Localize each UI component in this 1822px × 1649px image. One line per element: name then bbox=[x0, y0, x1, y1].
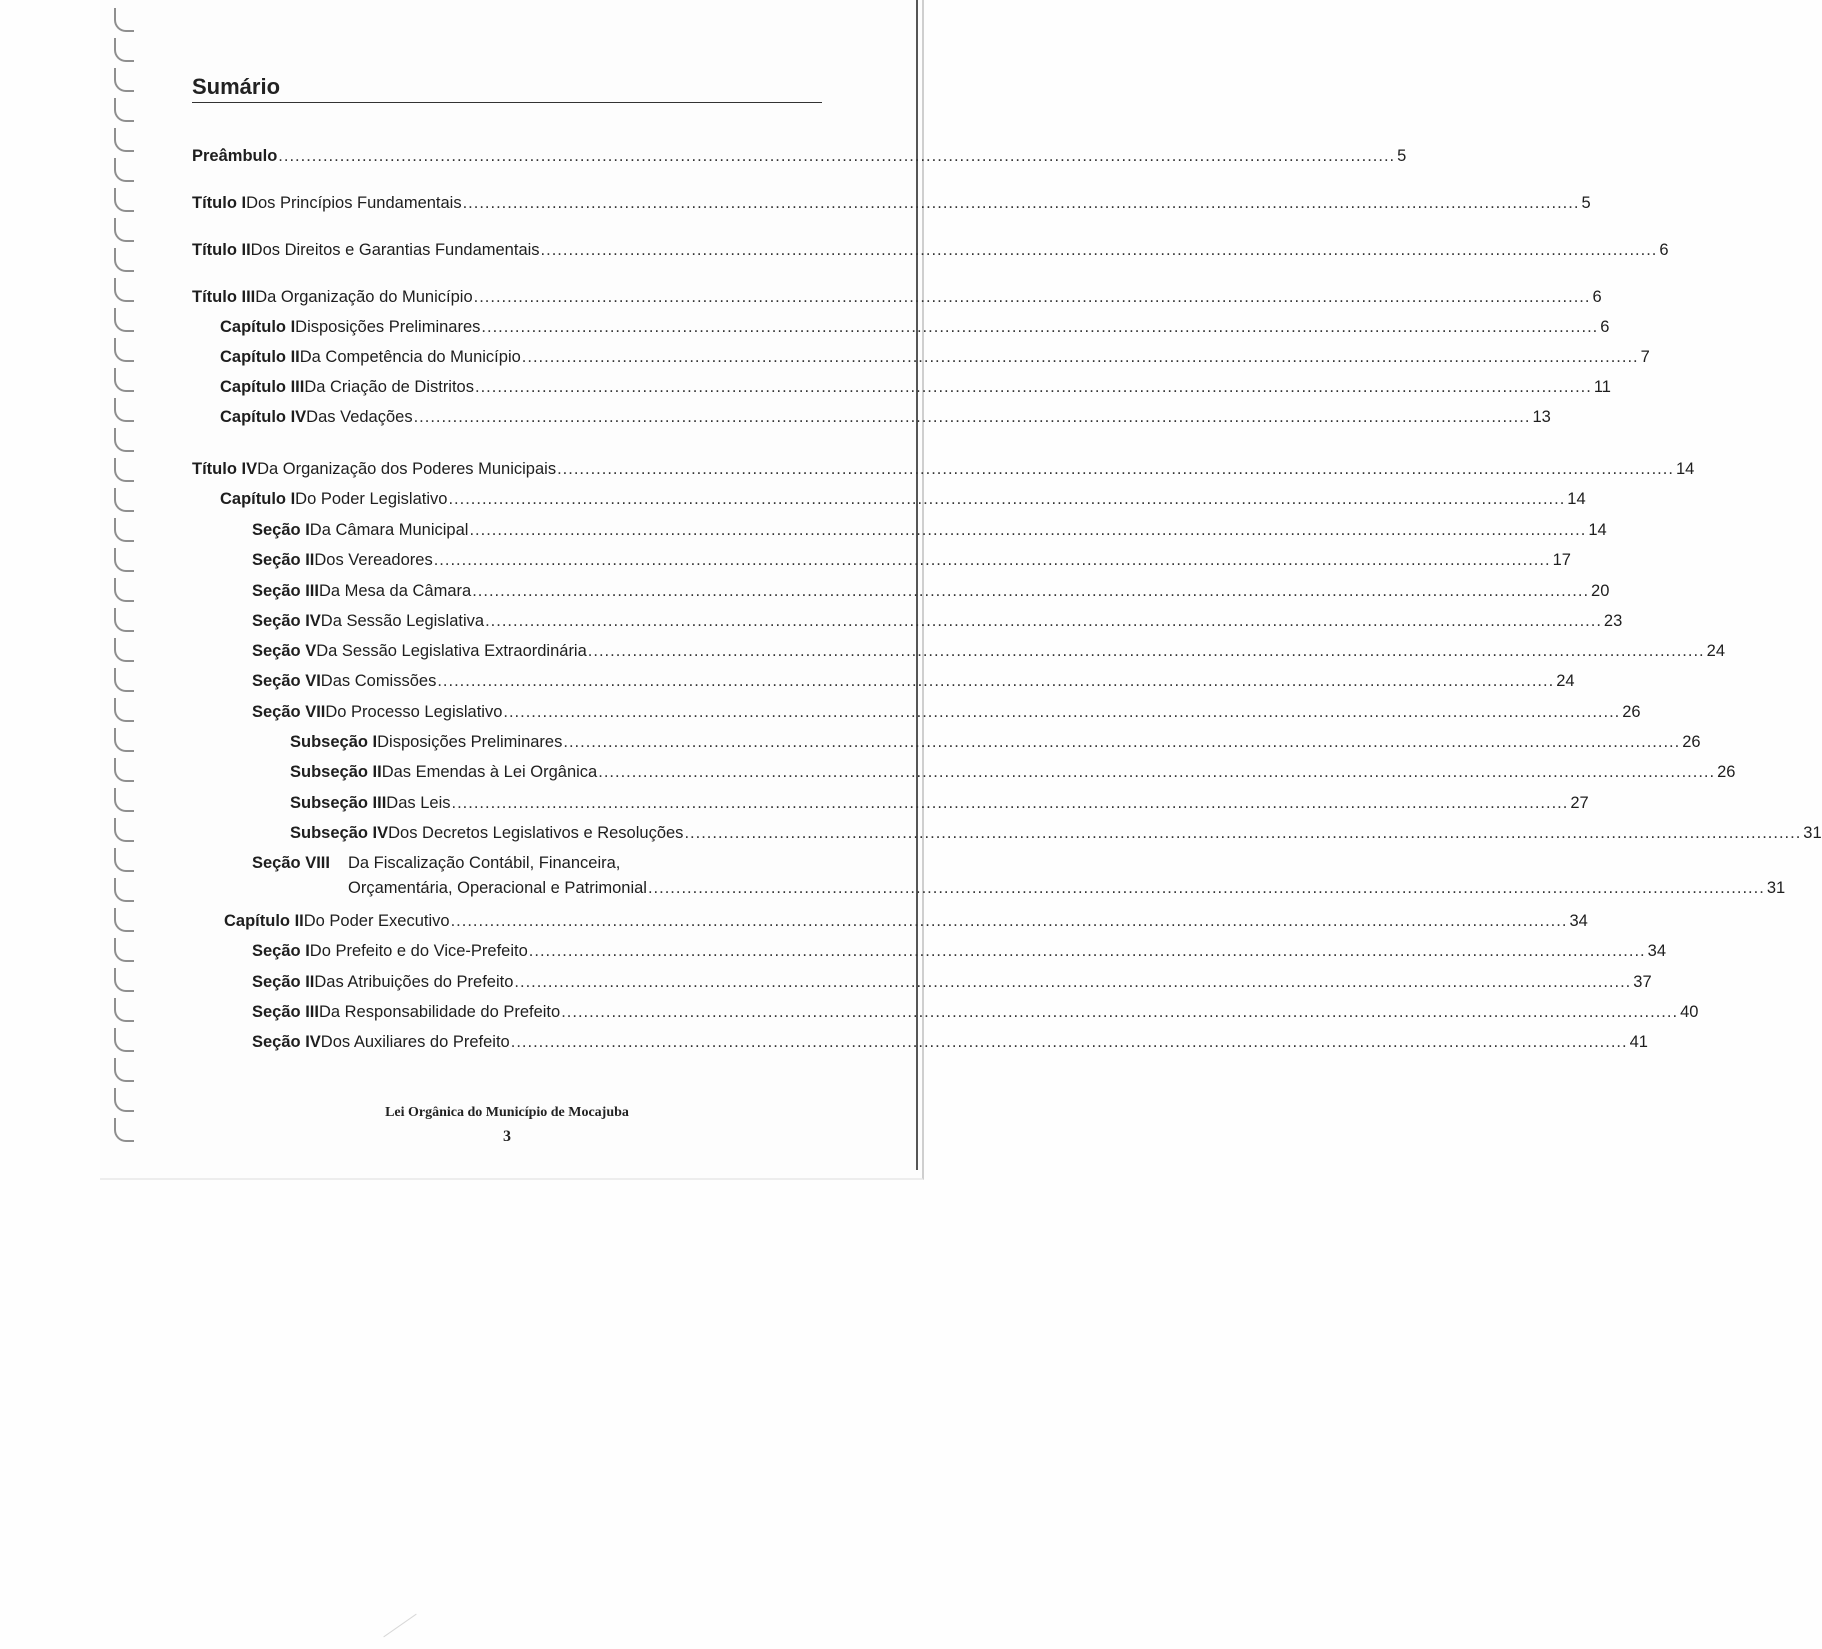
entry-text: Dos Princípios Fundamentais bbox=[246, 194, 462, 212]
entry-leader: ........................................................................................................................................................................................................ bbox=[528, 942, 1646, 960]
entry-text: Do Prefeito e do Vice-Prefeito bbox=[309, 942, 528, 960]
entry-page: 5 bbox=[1581, 194, 1591, 212]
entry-label: Capítulo II bbox=[220, 348, 300, 366]
entry-text: Da Organização do Município bbox=[255, 288, 473, 306]
toc-entry bbox=[252, 519, 1607, 541]
toc-entry bbox=[220, 316, 1610, 338]
entry-page: 24 bbox=[1556, 672, 1575, 690]
entry-leader: ........................................................................................................................................................................................................ bbox=[473, 288, 1591, 306]
entry-page: 40 bbox=[1680, 1003, 1699, 1021]
entry-label: Seção II bbox=[252, 973, 315, 991]
entry-leader: ........................................................................................................................................................................................................ bbox=[485, 612, 1602, 630]
entry-page: 14 bbox=[1588, 521, 1607, 539]
toc-entry bbox=[252, 640, 1725, 662]
entry-page: 5 bbox=[1397, 147, 1407, 165]
entry-page: 14 bbox=[1675, 460, 1695, 478]
entry-leader: ........................................................................................................................................................................................................ bbox=[587, 642, 1705, 660]
entry-leader: ........................................................................................................................................................................................................ bbox=[503, 703, 1621, 721]
entry-page: 34 bbox=[1647, 942, 1666, 960]
entry-label: Seção III bbox=[252, 1003, 319, 1021]
scan-mark bbox=[383, 1614, 416, 1638]
entry-label: Capítulo I bbox=[220, 318, 296, 336]
entry-page: 26 bbox=[1682, 733, 1701, 751]
entry-page: 7 bbox=[1640, 348, 1650, 366]
toc-entry bbox=[252, 549, 1571, 571]
entry-text: Da Responsabilidade do Prefeito bbox=[318, 1003, 561, 1021]
entry-page: 17 bbox=[1552, 551, 1571, 569]
entry-text: Da Criação de Distritos bbox=[304, 378, 474, 396]
entry-page: 26 bbox=[1622, 703, 1641, 721]
toc-entry bbox=[252, 580, 1610, 602]
entry-leader: ........................................................................................................................................................................................................ bbox=[563, 733, 1681, 751]
entry-text: Do Processo Legislativo bbox=[325, 703, 503, 721]
entry-page: 13 bbox=[1532, 408, 1551, 426]
entry-leader: ........................................................................................................................................................................................................ bbox=[413, 408, 1531, 426]
entry-text: Disposições Preliminares bbox=[295, 318, 481, 336]
entry-leader: ........................................................................................................................................................................................................ bbox=[521, 348, 1639, 366]
entry-page: 34 bbox=[1569, 912, 1588, 930]
entry-page: 6 bbox=[1659, 241, 1669, 259]
toc-entry bbox=[192, 286, 1602, 308]
entry-label: Título IV bbox=[192, 460, 258, 478]
entry-label: Seção VI bbox=[252, 672, 321, 690]
entry-text: Das Comissões bbox=[320, 672, 437, 690]
entry-text: Das Vedações bbox=[306, 408, 413, 426]
entry-page: 31 bbox=[1803, 824, 1822, 842]
entry-page: 6 bbox=[1600, 318, 1610, 336]
entry-label: Subseção II bbox=[290, 763, 382, 781]
toc-entry bbox=[252, 701, 1641, 723]
entry-text: Dos Direitos e Garantias Fundamentais bbox=[250, 241, 540, 259]
entry-text: Das Emendas à Lei Orgânica bbox=[381, 763, 598, 781]
entry-label: Capítulo IV bbox=[220, 408, 307, 426]
entry-text: Da Câmara Municipal bbox=[309, 521, 469, 539]
entry-label: Seção I bbox=[252, 521, 310, 539]
entry-label: Seção IV bbox=[252, 1033, 321, 1051]
toc-entry bbox=[252, 670, 1575, 692]
entry-leader: ........................................................................................................................................................................................................ bbox=[540, 241, 1658, 259]
entry-label: Seção III bbox=[252, 582, 319, 600]
toc-entry bbox=[192, 192, 1591, 214]
entry-page: 20 bbox=[1591, 582, 1610, 600]
entry-leader: ........................................................................................................................................................................................................ bbox=[598, 763, 1716, 781]
toc-entry bbox=[192, 145, 1407, 167]
entry-label: Preâmbulo bbox=[192, 147, 278, 165]
toc-entry bbox=[252, 971, 1652, 993]
toc-entry bbox=[252, 1001, 1699, 1023]
entry-text: Da Mesa da Câmara bbox=[318, 582, 472, 600]
entry-text: Da Organização dos Poderes Municipais bbox=[257, 460, 557, 478]
entry-label: Capítulo III bbox=[220, 378, 305, 396]
toc-entry bbox=[220, 376, 1611, 398]
entry-text: Do Poder Legislativo bbox=[295, 490, 448, 508]
entry-text: Do Poder Executivo bbox=[303, 912, 450, 930]
entry-leader: ........................................................................................................................................................................................................ bbox=[647, 879, 1765, 897]
entry-label: Capítulo II bbox=[224, 912, 304, 930]
entry-page: 11 bbox=[1593, 378, 1611, 396]
entry-leader: ........................................................................................................................................................................................................ bbox=[448, 490, 1566, 508]
entry-page: 31 bbox=[1766, 879, 1786, 897]
entry-leader: ........................................................................................................................................................................................................ bbox=[462, 194, 1580, 212]
entry-label: Subseção I bbox=[290, 733, 378, 751]
entry-page: 37 bbox=[1633, 973, 1652, 991]
entry-text: Dos Decretos Legislativos e Resoluções bbox=[388, 824, 684, 842]
toc-entry bbox=[220, 488, 1586, 510]
entry-text: Da Competência do Município bbox=[299, 348, 521, 366]
toc-entry bbox=[290, 761, 1736, 783]
entry-leader: ........................................................................................................................................................................................................ bbox=[684, 824, 1802, 842]
toc-entry bbox=[252, 852, 817, 874]
entry-text: Das Atribuições do Prefeito bbox=[314, 973, 514, 991]
entry-page: 14 bbox=[1567, 490, 1586, 508]
entry-label: Seção V bbox=[252, 642, 317, 660]
entry-label: Seção VII bbox=[252, 703, 326, 721]
entry-label: Título III bbox=[192, 288, 256, 306]
entry-leader: ........................................................................................................................................................................................................ bbox=[561, 1003, 1679, 1021]
entry-text: Disposições Preliminares bbox=[377, 733, 563, 751]
entry-label: Seção VIII bbox=[252, 854, 330, 872]
toc-entry bbox=[290, 822, 1822, 844]
entry-leader: ........................................................................................................................................................................................................ bbox=[450, 912, 1568, 930]
entry-leader: ........................................................................................................................................................................................................ bbox=[469, 521, 1587, 539]
entry-label: Capítulo I bbox=[220, 490, 296, 508]
entry-leader: ........................................................................................................................................................................................................ bbox=[472, 582, 1590, 600]
toc-entry bbox=[220, 346, 1650, 368]
entry-label: Seção I bbox=[252, 942, 310, 960]
entry-label: Título II bbox=[192, 241, 251, 259]
entry-leader: ........................................................................................................................................................................................................ bbox=[474, 378, 1592, 396]
entry-text: Orçamentária, Operacional e Patrimonial bbox=[348, 879, 647, 897]
entry-text: Da Sessão Legislativa Extraordinária bbox=[316, 642, 587, 660]
entry-page: 41 bbox=[1629, 1033, 1648, 1051]
entry-label: Título I bbox=[192, 194, 247, 212]
entry-text: Da Fiscalização Contábil, Financeira, bbox=[348, 854, 621, 872]
toc-entry bbox=[252, 610, 1623, 632]
entry-leader: ........................................................................................................................................................................................................ bbox=[451, 794, 1569, 812]
toc-entry bbox=[290, 731, 1701, 753]
entry-leader: ........................................................................................................................................................................................................ bbox=[514, 973, 1632, 991]
toc-entry bbox=[220, 406, 1551, 428]
entry-page: 26 bbox=[1717, 763, 1736, 781]
entry-text: Das Leis bbox=[386, 794, 451, 812]
entry-text: Dos Vereadores bbox=[314, 551, 433, 569]
entry-label: Subseção IV bbox=[290, 824, 389, 842]
toc-entry bbox=[290, 792, 1589, 814]
entry-text: Da Sessão Legislativa bbox=[320, 612, 485, 630]
entry-leader: ........................................................................................................................................................................................................ bbox=[557, 460, 1674, 478]
toc-title: Sumário bbox=[192, 74, 281, 99]
entry-page: 6 bbox=[1592, 288, 1602, 306]
entry-leader: ........................................................................................................................................................................................................ bbox=[437, 672, 1555, 690]
entry-label: Seção II bbox=[252, 551, 315, 569]
toc-entry bbox=[252, 1031, 1648, 1053]
entry-leader: ........................................................................................................................................................................................................ bbox=[481, 318, 1599, 336]
toc-entry bbox=[192, 239, 1669, 261]
entry-leader: ........................................................................................................................................................................................................ bbox=[433, 551, 1551, 569]
footer-title: Lei Orgânica do Município de Mocajuba bbox=[385, 1105, 629, 1120]
entry-page: 23 bbox=[1603, 612, 1623, 630]
entry-label: Seção IV bbox=[252, 612, 321, 630]
footer-page-number: 3 bbox=[503, 1128, 511, 1145]
toc-entry bbox=[192, 458, 1695, 480]
toc-entry-continuation bbox=[348, 877, 1786, 899]
entry-leader: ........................................................................................................................................................................................................ bbox=[278, 147, 1396, 165]
toc-entry bbox=[224, 910, 1588, 932]
entry-leader: ........................................................................................................................................................................................................ bbox=[510, 1033, 1628, 1051]
entry-text: Dos Auxiliares do Prefeito bbox=[320, 1033, 510, 1051]
entry-page: 24 bbox=[1706, 642, 1725, 660]
toc-entry bbox=[252, 940, 1666, 962]
entry-page: 27 bbox=[1570, 794, 1589, 812]
entry-label: Subseção III bbox=[290, 794, 387, 812]
